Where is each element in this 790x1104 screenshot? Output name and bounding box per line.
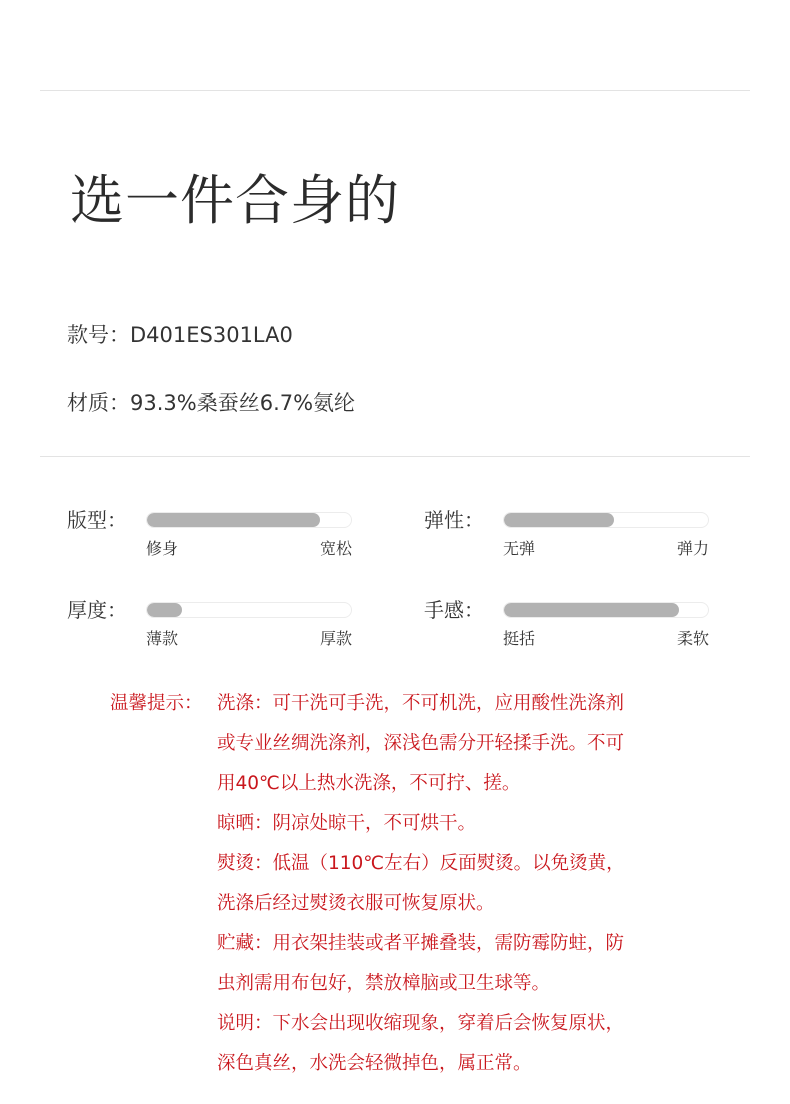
- hand-feel-scale-fill: [504, 603, 679, 617]
- fit-metric: [67, 507, 387, 567]
- elasticity-label: 弹性：: [424, 508, 484, 532]
- care-note-line: 贮藏：用衣架挂装或者平摊叠装，需防霉防蛀，防: [217, 933, 625, 954]
- care-note-line: 说明：下水会出现收缩现象，穿着后会恢复原状，: [217, 1013, 625, 1034]
- care-note-line: 晾晒：阴凉处晾干，不可烘干。: [217, 813, 477, 834]
- care-note-line: 深色真丝，水洗会轻微掉色，属正常。: [217, 1053, 532, 1074]
- hand-feel-scale-bar: [503, 602, 709, 618]
- care-instructions-body: [217, 684, 687, 1084]
- hand-feel-metric: [424, 597, 744, 657]
- hand-feel-max-label: 柔软: [676, 629, 709, 648]
- fit-scale-fill: [147, 513, 320, 527]
- top-divider: [40, 90, 750, 91]
- care-note-line: 洗涤：可干洗可手洗，不可机洗，应用酸性洗涤剂: [217, 693, 625, 714]
- elasticity-scale-bar: [503, 512, 709, 528]
- page-title: 选一件合身的: [70, 169, 400, 232]
- hand-feel-min-label: 挺括: [503, 629, 536, 648]
- thickness-scale-fill: [147, 603, 182, 617]
- fit-scale-bar: [146, 512, 352, 528]
- care-instructions-heading: 温馨提示：: [110, 693, 203, 714]
- care-note-line: 用40℃以上热水洗涤，不可拧、搓。: [217, 773, 521, 794]
- material-composition: 材质：93.3%桑蚕丝6.7%氨纶: [67, 391, 356, 415]
- section-divider: [40, 456, 750, 457]
- care-note-line: 虫剂需用布包好，禁放樟脑或卫生球等。: [217, 973, 551, 994]
- elasticity-scale-fill: [504, 513, 614, 527]
- thickness-max-label: 厚款: [319, 629, 352, 648]
- care-note-line: 洗涤后经过熨烫衣服可恢复原状。: [217, 893, 495, 914]
- thickness-scale-bar: [146, 602, 352, 618]
- fit-min-label: 修身: [146, 539, 179, 558]
- thickness-label: 厚度：: [67, 598, 127, 622]
- elasticity-max-label: 弹力: [676, 539, 709, 558]
- fit-max-label: 宽松: [319, 539, 352, 558]
- style-number: 款号：D401ES301LA0: [67, 323, 293, 347]
- thickness-min-label: 薄款: [146, 629, 179, 648]
- thickness-metric: [67, 597, 387, 657]
- care-note-line: 或专业丝绸洗涤剂，深浅色需分开轻揉手洗。不可: [217, 733, 625, 754]
- elasticity-min-label: 无弹: [503, 539, 536, 558]
- hand-feel-label: 手感：: [424, 598, 484, 622]
- elasticity-metric: [424, 507, 744, 567]
- fit-label: 版型：: [67, 508, 127, 532]
- care-note-line: 熨烫：低温（110℃左右）反面熨烫。以免烫黄，: [217, 853, 625, 874]
